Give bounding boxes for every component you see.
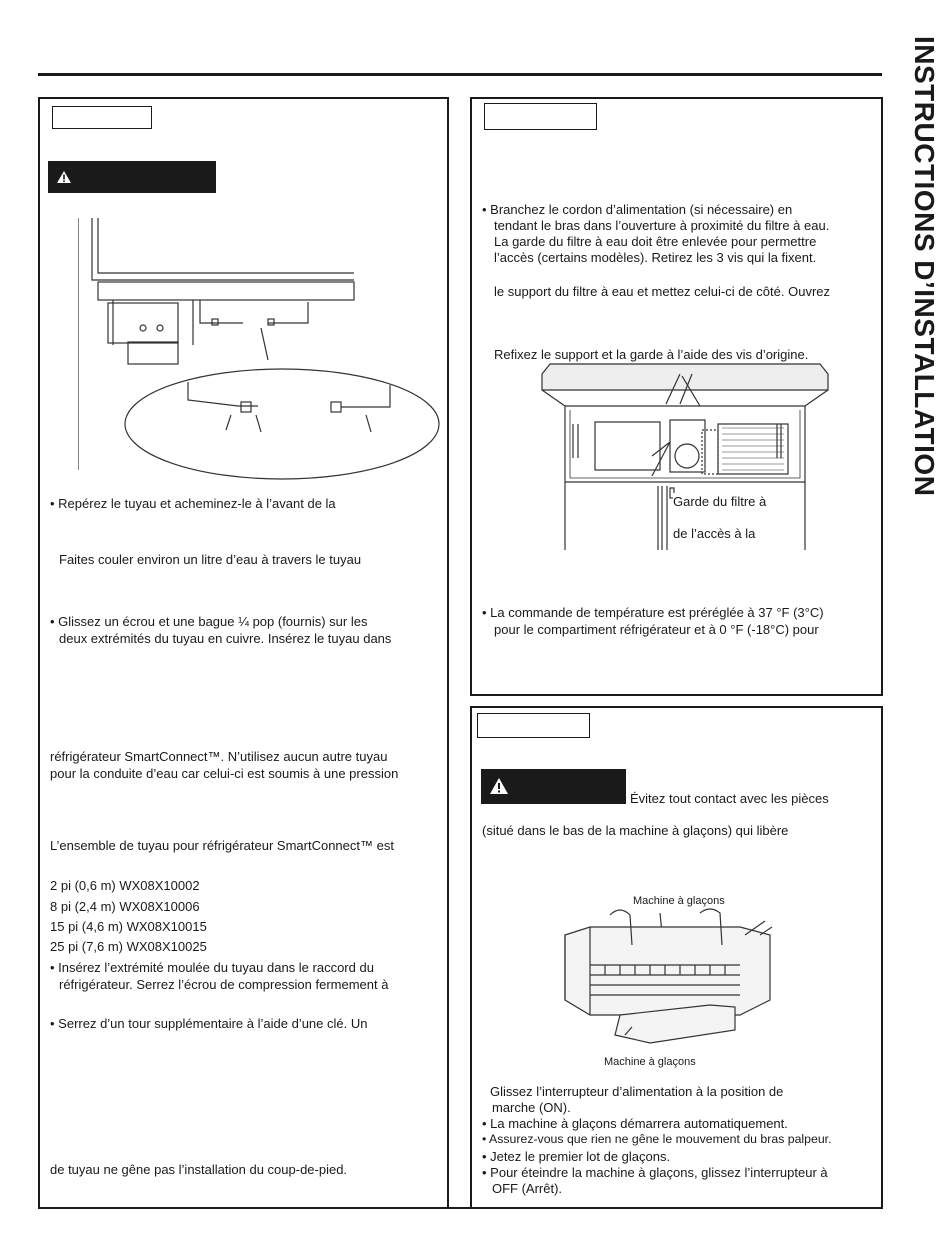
warning-text: Évitez tout contact avec les pièces: [630, 791, 829, 806]
bottom-rule: [38, 1207, 882, 1209]
rb-paragraph: (situé dans le bas de la machine à glaçons) qui libère: [482, 823, 789, 838]
icemaker-label-top: Machine à glaçons: [633, 895, 725, 907]
right-warning-bar: [481, 769, 626, 804]
rb-step-2: marche (ON).: [492, 1100, 571, 1115]
left-text-3: • Glissez un écrou et une bague ¼ pop (fournis) sur les: [50, 614, 368, 629]
water-line-diagram: [78, 210, 448, 490]
icemaker-label-bottom: Machine à glaçons: [604, 1056, 696, 1068]
rb-step-1: Glissez l’interrupteur d’alimentation à la position de: [490, 1084, 784, 1099]
rt-text-7: • La commande de température est préréglée à 37 °F (3°C): [482, 605, 824, 620]
left-text-5: réfrigérateur SmartConnect™. N’utilisez aucun autre tuyau: [50, 749, 388, 764]
side-title: INSTRUCTIONS D’INSTALLATION: [909, 36, 940, 497]
part-2ft: 2 pi (0,6 m) WX08X10002: [50, 878, 200, 893]
rb-step-5: • Jetez le premier lot de glaçons.: [482, 1149, 671, 1164]
rb-step-3: • La machine à glaçons démarrera automatiquement.: [482, 1116, 788, 1131]
left-text-14: • Serrez d’un tour supplémentaire à l’aide d’une clé. Un: [50, 1016, 368, 1031]
access-label: de l’accès à la: [673, 526, 756, 541]
rb-step-6: • Pour éteindre la machine à glaçons, glissez l’interrupteur à: [482, 1165, 828, 1180]
part-25ft: 25 pi (7,6 m) WX08X10025: [50, 939, 207, 954]
left-step-box: [52, 106, 152, 129]
left-text-13: réfrigérateur. Serrez l’écrou de compression fermement à: [59, 977, 389, 992]
left-text-6: pour la conduite d’eau car celui-ci est soumis à une pression: [50, 766, 399, 781]
left-warning-bar: [48, 161, 216, 193]
rb-step-4: • Assurez-vous que rien ne gêne le mouvement du bras palpeur.: [482, 1132, 832, 1146]
left-text-4: deux extrémités du tuyau en cuivre. Insérez le tuyau dans: [59, 631, 392, 646]
right-top-step-box: [484, 103, 597, 130]
left-text-15: de tuyau ne gêne pas l’installation du coup-de-pied.: [50, 1162, 348, 1177]
rt-text-1: • Branchez le cordon d’alimentation (si nécessaire) en: [482, 202, 793, 217]
left-text-1: • Repérez le tuyau et acheminez-le à l’avant de la: [50, 496, 336, 511]
rt-text-6: Refixez le support et la garde à l’aide des vis d’origine.: [494, 347, 809, 362]
part-15ft: 15 pi (4,6 m) WX08X10015: [50, 919, 207, 934]
rb-step-7: OFF (Arrêt).: [492, 1181, 563, 1196]
water-filter-diagram: [540, 362, 830, 552]
filter-guard-label: Garde du filtre à: [673, 494, 767, 509]
left-text-2: Faites couler environ un litre d’eau à travers le tuyau: [59, 552, 362, 567]
top-rule: [38, 73, 882, 76]
warning-icon: [489, 777, 509, 795]
left-text-7: L’ensemble de tuyau pour réfrigérateur SmartConnect™ est: [50, 838, 394, 853]
rt-text-4: l’accès (certains modèles). Retirez les 3 vis qui la fixent.: [494, 250, 817, 265]
rt-text-2: tendant le bras dans l’ouverture à proximité du filtre à eau.: [494, 218, 830, 233]
part-8ft: 8 pi (2,4 m) WX08X10006: [50, 899, 200, 914]
left-text-12: • Insérez l’extrémité moulée du tuyau dans le raccord du: [50, 960, 374, 975]
rt-text-8: pour le compartiment réfrigérateur et à 0 °F (-18°C) pour: [494, 622, 819, 637]
rt-text-3: La garde du filtre à eau doit être enlevée pour permettre: [494, 234, 817, 249]
icemaker-diagram: [560, 905, 780, 1050]
right-bottom-step-box: [477, 713, 590, 738]
warning-icon: [56, 170, 72, 184]
rt-text-5: le support du filtre à eau et mettez celui-ci de côté. Ouvrez: [494, 284, 831, 299]
